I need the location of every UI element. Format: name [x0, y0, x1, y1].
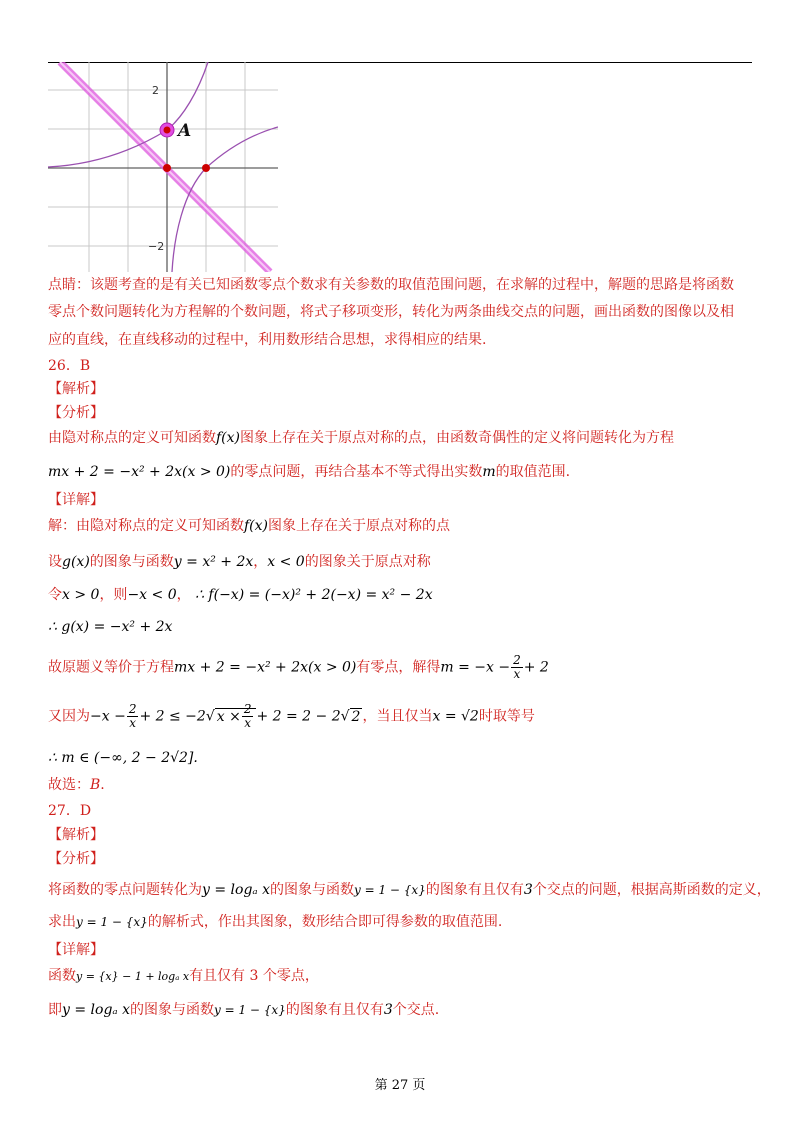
- q27-analysis-line-2: 求出y = 1 − {x}的解析式，作出其图象，数形结合即可得参数的取值范围.: [48, 914, 503, 930]
- q27-fenxi: 【分析】: [48, 851, 104, 867]
- q26-jiexi: 【解析】: [48, 381, 104, 397]
- function-graph: [48, 62, 278, 272]
- intersection-point-1: [163, 164, 171, 172]
- note-line-2: 零点个数问题转化为方程解的个数问题，将式子移项变形，转化为两条曲线交点的问题，画出函数的图像以及相: [48, 304, 734, 320]
- q26-answer: 故选：B.: [48, 777, 105, 793]
- q26-detail-line-2: 设g(x)的图象与函数y = x² + 2x，x < 0的图象关于原点对称: [48, 554, 431, 570]
- y-tick-neg2: −2: [148, 240, 165, 253]
- q26-fenxi: 【分析】: [48, 405, 104, 421]
- q27-jiexi: 【解析】: [48, 827, 104, 843]
- q26-detail-line-7: ∴ m ∈ (−∞, 2 − 2√2].: [48, 750, 198, 766]
- q27-detail-line-2: 即y = logₐ x的图象与函数y = 1 − {x}的图象有且仅有3个交点.: [48, 1002, 440, 1018]
- q26-heading: 26．B: [48, 358, 91, 374]
- q26-detail-line-6: 又因为−x − $\frac{2}{x}$ + 2 ≤ −2√ x × $\frac{2}{x}$ + 2 = 2 − 2√ 2 ，当且仅当x = √2时取等号: [48, 702, 535, 730]
- q27-heading: 27．D: [48, 803, 92, 819]
- fraction: $\frac{2}{x}$: [128, 702, 137, 730]
- q27-detail-line-1: 函数y = {x} − 1 + logₐ x有且仅有 3 个零点，: [48, 968, 319, 984]
- point-a-label: A: [178, 121, 192, 141]
- q26-detail-line-3: 令x > 0，则−x < 0， ∴ f(−x) = (−x)² + 2(−x) = x² − 2x: [48, 587, 433, 603]
- q26-analysis-line-1: 由隐对称点的定义可知函数f(x)图象上存在关于原点对称的点，由函数奇偶性的定义将问题转化为方程: [48, 430, 675, 446]
- y-tick-2: 2: [152, 84, 159, 97]
- q26-analysis-line-2: mx + 2 = −x² + 2x(x > 0)的零点问题，再结合基本不等式得出实数m的取值范围.: [48, 464, 571, 480]
- log-curve: [172, 127, 278, 272]
- q26-xiangjie: 【详解】: [48, 492, 104, 508]
- fraction: $\frac{2}{x}$: [513, 653, 521, 681]
- q27-analysis-line-1: 将函数的零点问题转化为y = logₐ x的图象与函数y = 1 − {x}的图象有且仅有3个交点的问题，根据高斯函数的定义，: [48, 882, 771, 898]
- sqrt-expr: x × $\frac{2}{x}$: [215, 708, 257, 725]
- note-line-1: 点睛：该题考查的是有关已知函数零点个数求有关参数的取值范围问题，在求解的过程中，解题的思路是将函数: [48, 277, 734, 293]
- q26-detail-line-1: 解：由隐对称点的定义可知函数f(x)图象上存在关于原点对称的点: [48, 518, 451, 534]
- q26-detail-line-4: ∴ g(x) = −x² + 2x: [48, 619, 173, 635]
- point-a: [164, 127, 171, 134]
- q27-xiangjie: 【详解】: [48, 942, 104, 958]
- q26-detail-line-5: 故原题义等价于方程mx + 2 = −x² + 2x(x > 0)有零点，解得m = −x − $\frac{2}{x}$ + 2: [48, 653, 549, 681]
- note-line-3: 应的直线，在直线移动的过程中，利用数形结合思想，求得相应的结果.: [48, 332, 487, 348]
- intersection-point-2: [202, 164, 210, 172]
- page-footer: 第 27 页: [374, 1078, 426, 1093]
